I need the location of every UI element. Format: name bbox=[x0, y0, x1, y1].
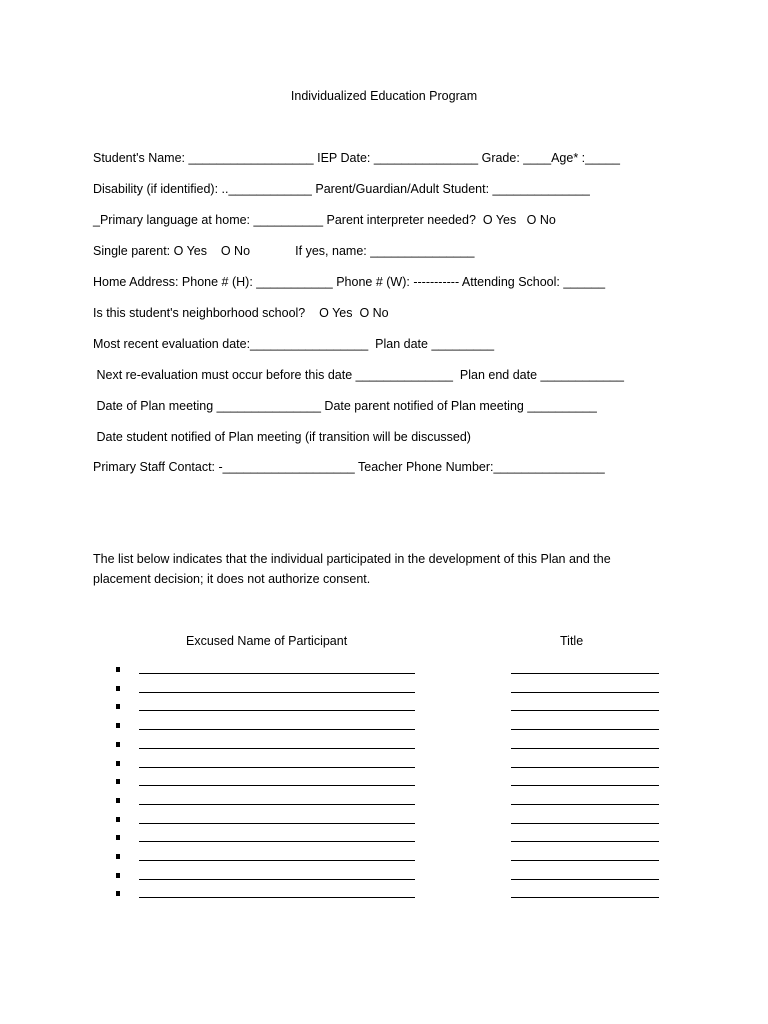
bullet-icon bbox=[116, 686, 120, 691]
home-address-line: Home Address: Phone # (H): ___________ Phone # (W): ----------- Attending School: ______ bbox=[93, 275, 606, 289]
re-evaluation-line: Next re-evaluation must occur before this date ______________ Plan end date ____________ bbox=[93, 368, 624, 382]
bullet-icon bbox=[116, 742, 120, 747]
participant-name-blank bbox=[139, 785, 415, 786]
bullet-icon bbox=[116, 891, 120, 896]
participant-row bbox=[0, 772, 768, 791]
bullet-icon bbox=[116, 835, 120, 840]
participant-name-blank bbox=[139, 767, 415, 768]
student-name-line: Student's Name: __________________ IEP Date: _______________ Grade: ____Age* :_____ bbox=[93, 151, 620, 165]
staff-contact-line: Primary Staff Contact: -___________________ Teacher Phone Number:________________ bbox=[93, 460, 605, 474]
participant-row bbox=[0, 884, 768, 903]
bullet-icon bbox=[116, 854, 120, 859]
bullet-icon bbox=[116, 761, 120, 766]
participant-name-blank bbox=[139, 748, 415, 749]
participant-name-blank bbox=[139, 804, 415, 805]
participant-title-blank bbox=[511, 841, 659, 842]
bullet-icon bbox=[116, 798, 120, 803]
neighborhood-school-line: Is this student's neighborhood school? O Yes O No bbox=[93, 306, 389, 320]
student-notified-line: Date student notified of Plan meeting (if transition will be discussed) bbox=[93, 430, 471, 444]
participant-row bbox=[0, 810, 768, 829]
bullet-icon bbox=[116, 873, 120, 878]
participant-title-blank bbox=[511, 673, 659, 674]
participant-row bbox=[0, 660, 768, 679]
participant-title-blank bbox=[511, 748, 659, 749]
participant-name-blank bbox=[139, 897, 415, 898]
participant-title-blank bbox=[511, 692, 659, 693]
participant-name-header: Excused Name of Participant bbox=[186, 634, 348, 648]
participant-title-blank bbox=[511, 879, 659, 880]
participant-name-blank bbox=[139, 710, 415, 711]
participant-row bbox=[0, 697, 768, 716]
participant-name-blank bbox=[139, 729, 415, 730]
participant-name-blank bbox=[139, 823, 415, 824]
plan-meeting-line: Date of Plan meeting _______________ Date parent notified of Plan meeting __________ bbox=[93, 399, 597, 413]
bullet-icon bbox=[116, 817, 120, 822]
participant-row bbox=[0, 866, 768, 885]
participant-name-blank bbox=[139, 841, 415, 842]
participant-title-blank bbox=[511, 785, 659, 786]
bullet-icon bbox=[116, 779, 120, 784]
evaluation-date-line: Most recent evaluation date:_________________ Plan date _________ bbox=[93, 337, 495, 351]
participant-name-blank bbox=[139, 673, 415, 674]
participant-title-blank bbox=[511, 897, 659, 898]
single-parent-line: Single parent: O Yes O No If yes, name: _______________ bbox=[93, 244, 475, 258]
participant-row bbox=[0, 716, 768, 735]
participant-row bbox=[0, 679, 768, 698]
participant-name-blank bbox=[139, 879, 415, 880]
participant-row bbox=[0, 847, 768, 866]
participant-name-blank bbox=[139, 860, 415, 861]
participation-statement: The list below indicates that the individual participated in the development of this Plan and the placement decision; it does not authorize consent. bbox=[93, 552, 611, 586]
primary-language-line: _Primary language at home: __________ Parent interpreter needed? O Yes O No bbox=[93, 213, 556, 227]
participant-title-blank bbox=[511, 804, 659, 805]
participant-title-blank bbox=[511, 823, 659, 824]
participant-title-blank bbox=[511, 767, 659, 768]
participant-title-header: Title bbox=[560, 634, 584, 648]
participant-row bbox=[0, 791, 768, 810]
participant-title-blank bbox=[511, 860, 659, 861]
participant-title-blank bbox=[511, 710, 659, 711]
participant-row bbox=[0, 735, 768, 754]
disability-line: Disability (if identified): ..____________ Parent/Guardian/Adult Student: ______________ bbox=[93, 182, 590, 196]
document-title: Individualized Education Program bbox=[290, 89, 478, 103]
bullet-icon bbox=[116, 723, 120, 728]
bullet-icon bbox=[116, 667, 120, 672]
participant-row bbox=[0, 754, 768, 773]
participant-name-blank bbox=[139, 692, 415, 693]
bullet-icon bbox=[116, 704, 120, 709]
participant-title-blank bbox=[511, 729, 659, 730]
participant-row bbox=[0, 828, 768, 847]
